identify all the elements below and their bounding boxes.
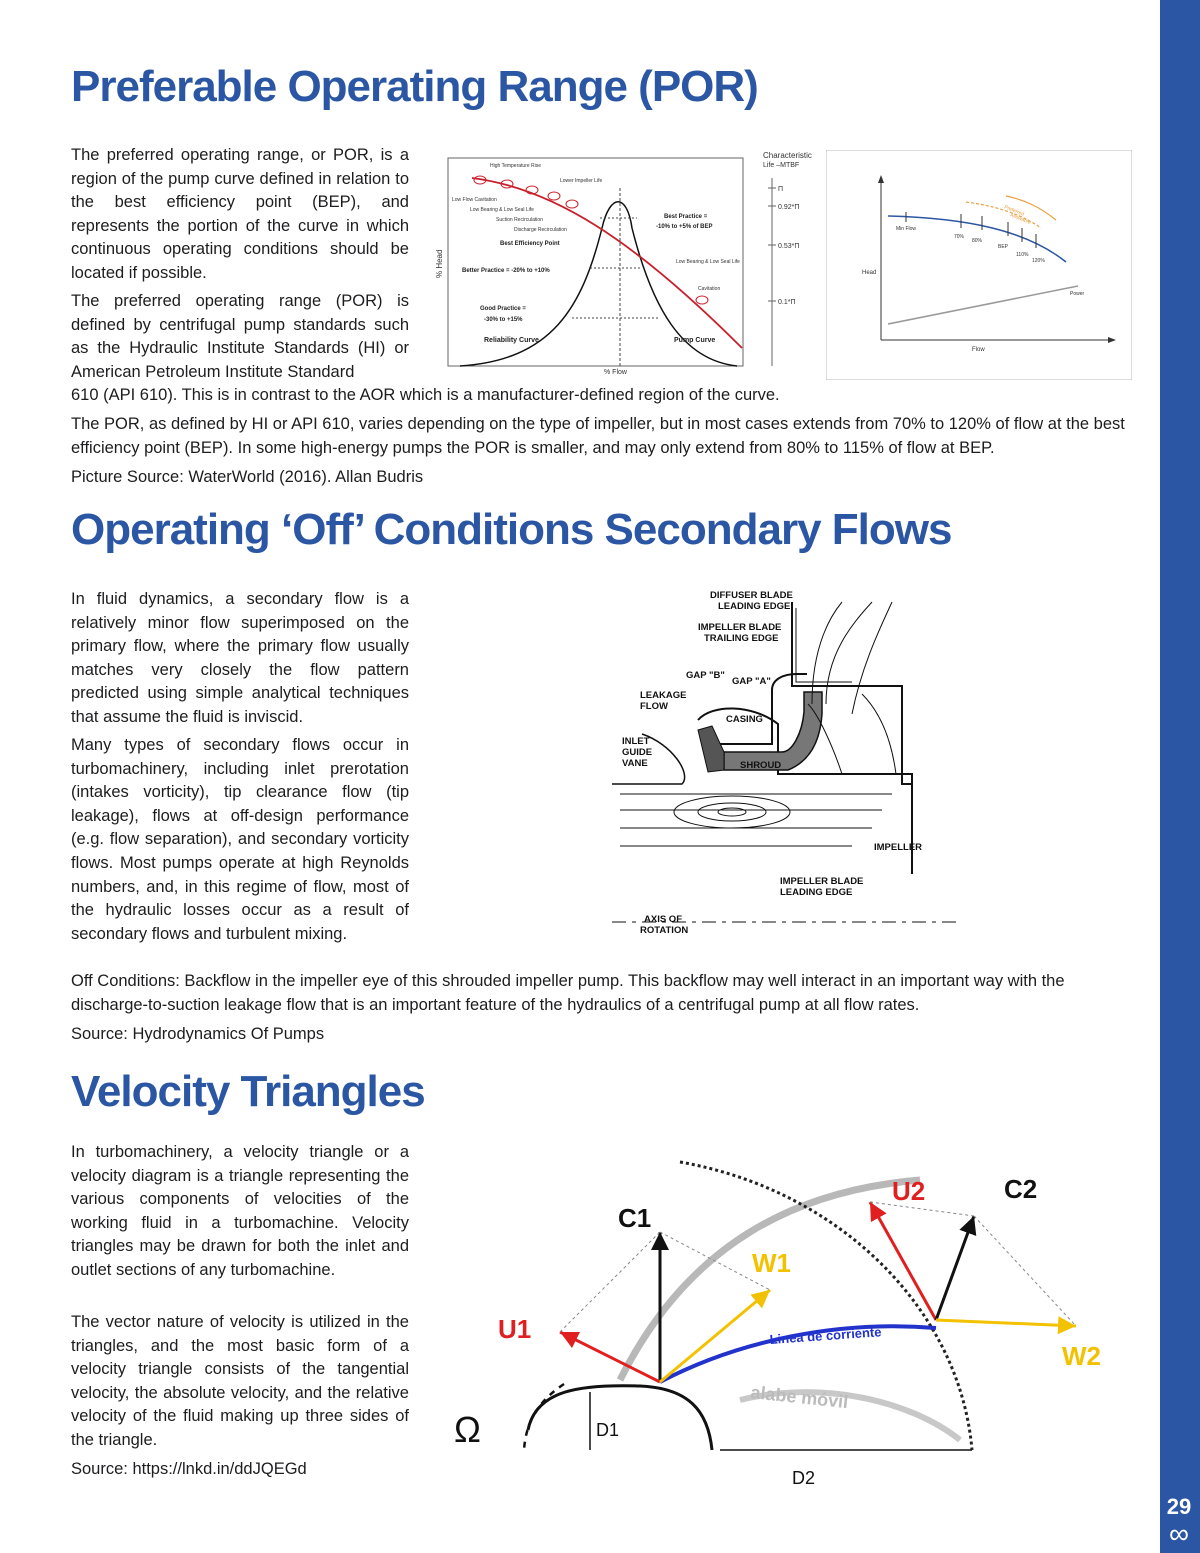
label-low-bearing-2: Low Bearing & Low Seal Life [676,259,740,265]
shroud-label: SHROUD [740,760,782,771]
pct-label: BEP [998,244,1009,250]
page-number: 29 [1166,1494,1192,1519]
velocity-paragraph-2: The vector nature of velocity is utilized in the triangles, and the most basic form of a velocity triangle consists of the tangential velocity, the absolute velocity, and the relative velocity of the fluid making up three sides of the triangle. [71,1313,409,1449]
u1-label: U1 [498,1314,532,1344]
leakage-label-2: FLOW [640,701,668,712]
section-title-velocity-triangles: Velocity Triangles [71,1067,425,1116]
flow-label: Flow [972,347,985,353]
secondary-paragraph-1: In fluid dynamics, a secondary flow is a relatively minor flow superimposed on the primary flow, where the primary flow usually matches very closely the flow pattern predicted using simple analytical techniques that assume the fluid is inviscid. [71,590,409,726]
label-best-practice-range: -10% to +5% of BEP [656,224,713,230]
label-low-bearing: Low Bearing & Low Seal Life [470,207,534,213]
impeller-le-label-1: IMPELLER BLADE [780,876,864,887]
diffuser-label-2: LEADING EDGE [718,601,791,612]
allowable-label: Allowable [1009,212,1032,226]
diffuser-label-1: DIFFUSER BLADE [710,590,793,601]
casing-label: CASING [726,714,763,725]
label-good-practice: Good Practice = [480,306,526,312]
head-label: Head [862,270,877,276]
impeller-te-label-2: TRAILING EDGE [704,633,779,644]
label-high-temp: High Temperature Rise [490,163,542,169]
mtbf-tick: 0.92*Π [778,204,800,211]
w2-label: W2 [1062,1341,1101,1371]
label-good-practice-range: -30% to +15% [484,317,523,323]
pct-label: 70% [954,234,965,240]
label-suction-recirc: Suction Recirculation [496,217,543,223]
u2-label: U2 [892,1176,926,1206]
w1-label: W1 [752,1248,791,1278]
secondary-paragraph-2: Many types of secondary flows occur in turbomachinery, including inlet prerotation (intakes vorticity), tip clearance flow (tip leakage), flows at off-design performance (e.g. flow separation), and secondary vorticity flows. Most pumps operate at high Reynolds numbers, and, in this regime of flow, most of the hydraulic losses occur as a result of secondary flows and turbulent mixing. [71,736,409,943]
secondary-flow-figure [612,584,960,940]
impeller-le-label-2: LEADING EDGE [780,887,853,898]
blade-label: alabe móvil [749,1382,850,1413]
axis-label-1: AXIS OF [644,914,683,925]
por-paragraph-2-continued: 610 (API 610). This is in contrast to the AOR which is a manufacturer-defined region of the curve. [71,386,780,404]
impeller-te-label-1: IMPELLER BLADE [698,622,782,633]
mtbf-tick: Π [778,186,784,193]
inlet-label-1: INLET [622,736,650,747]
infinity-icon: ∞ [1169,1518,1189,1549]
off-conditions-caption: Off Conditions: Backflow in the impeller eye of this shrouded impeller pump. This backflow may well interact in an important way with the discharge-to-suction leakage flow that is an important feature of the hydraulics of a centrifugal pump at all flow rates. [71,972,1065,1014]
power-label: Power [1070,291,1085,297]
por-head-flow-figure [826,150,1132,380]
mtbf-tick: 0.1*Π [778,299,796,306]
y-axis-label: % Head [435,249,444,278]
label-lower-impeller: Lower Impeller Life [560,178,603,184]
gap-b-label: GAP "B" [686,670,725,681]
inlet-label-2: GUIDE [622,747,653,758]
impeller-label: IMPELLER [874,842,923,853]
d2-label: D2 [792,1468,816,1488]
inlet-label-3: VANE [622,758,648,769]
axis-label-2: ROTATION [640,925,689,936]
velocity-source: Source: https://lnkd.in/ddJQEGd [71,1460,307,1478]
d1-label: D1 [596,1420,620,1440]
page-side-bar [1160,0,1200,1553]
label-pump-curve: Pump Curve [674,337,716,344]
hub-arc [528,1386,712,1450]
omega-label: Ω [454,1409,481,1450]
x-axis-label: % Flow [604,369,627,376]
mtbf-title-1: Characteristic [763,151,812,160]
leakage-label-1: LEAKAGE [640,690,687,701]
velocity-triangle-figure [440,1150,1140,1500]
pct-label: 80% [972,238,983,244]
por-paragraph-1: The preferred operating range, or POR, is a region of the pump curve defined in relation to the best efficiency point (BEP), and represents the portion of the curve in which continuous operating conditions should be located if possible. [71,146,409,282]
pct-label: 120% [1032,258,1045,264]
velocity-paragraph-1: In turbomachinery, a velocity triangle or a velocity diagram is a triangle representing the various components of velocities of the working fluid in a turbomachine. Velocity triangles may be drawn for both the inlet and outlet sections of any turbomachine. [71,1143,409,1279]
label-best-practice: Best Practice = [664,214,708,220]
mtbf-title-2: Life –MTBF [763,162,800,169]
reliability-curve-figure [432,148,824,380]
streamline-label: Linea de corriente [769,1324,882,1347]
c1-label: C1 [618,1203,652,1233]
por-picture-source: Picture Source: WaterWorld (2016). Allan Budris [71,468,424,486]
section-title-secondary-flows: Operating ‘Off’ Conditions Secondary Flows [71,505,952,554]
label-better-practice: Better Practice = -20% to +10% [462,268,550,274]
preferred-label: Preferred [1003,204,1025,218]
pct-label: 110% [1016,252,1029,258]
label-reliability-curve: Reliability Curve [484,337,539,344]
label-discharge-recirc: Discharge Recirculation [514,227,567,233]
gap-a-label: GAP "A" [732,676,771,687]
label-bep: Best Efficiency Point [500,241,560,247]
por-paragraph-2: The preferred operating range (POR) is defined by centrifugal pump standards such as the Hydraulic Institute Standards (HI) or American Petroleum Institute Standard [71,292,409,381]
c2-label: C2 [1004,1174,1038,1204]
secondary-source: Source: Hydrodynamics Of Pumps [71,1025,325,1043]
section-title-por: Preferable Operating Range (POR) [71,62,758,111]
mtbf-tick: 0.53*Π [778,243,800,250]
label-low-flow-cav: Low Flow Cavitation [452,197,497,203]
label-cavitation: Cavitation [698,286,721,292]
por-paragraph-3: The POR, as defined by HI or API 610, varies depending on the type of impeller, but in most cases extends from 70% to 120% of flow at the best efficiency point (BEP). In some high-energy pumps the POR is smaller, and may only extend from 80% to 115% of flow at BEP. [71,415,1125,457]
min-flow-label: Min Flow [896,226,917,232]
